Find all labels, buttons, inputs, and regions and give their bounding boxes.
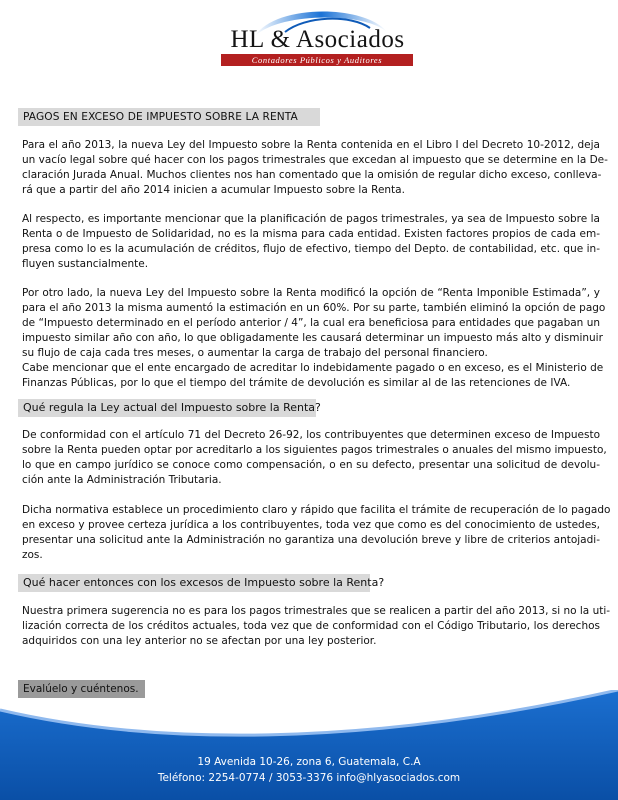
text-line: Finanzas Públicas, por lo que el tiempo del trámite de devolución es similar al de las retenciones de IVA. bbox=[22, 377, 571, 389]
text-line: Al respecto, es importante mencionar que la planificación de pagos trimestrales, ya sea de Impuesto sobre la bbox=[22, 213, 600, 225]
text-line: fluyen sustancialmente. bbox=[22, 258, 149, 270]
paragraph-4 bbox=[22, 428, 607, 488]
section-heading: Qué hacer entonces con los excesos de Impuesto sobre la Renta? bbox=[23, 576, 385, 589]
text-line: rá que a partir del año 2014 inicien a acumular Impuesto sobre la Renta. bbox=[22, 184, 405, 196]
text-line: presa como lo es la acumulación de créditos, flujo de efectivo, tiempo del Depto. de contabilidad, etc. que in- bbox=[22, 243, 600, 255]
paragraph-5 bbox=[22, 503, 611, 563]
text-line: Cabe mencionar que el ente encargado de acreditar lo indebidamente pagado o en exceso, es el Ministerio de bbox=[22, 362, 604, 374]
text-line: Dicha normativa establece un procedimiento claro y rápido que facilita el trámite de recuperación de lo pagado bbox=[22, 504, 611, 516]
paragraph-1 bbox=[22, 138, 608, 198]
footer-contact: Teléfono: 2254-0774 / 3053-3376 info@hlyasociados.com bbox=[157, 772, 461, 784]
company-logo bbox=[215, 2, 420, 64]
section-heading-band bbox=[18, 399, 321, 417]
call-to-action-band bbox=[18, 680, 145, 698]
text-line: lo que en campo jurídico se conoce como compensación, o en su defecto, presentar una solicitud de devolu- bbox=[22, 459, 600, 471]
paragraph-3 bbox=[22, 286, 606, 391]
text-line: Por otro lado, la nueva Ley del Impuesto sobre la Renta modificó la opción de “Renta Imponible Estimada”, y bbox=[22, 287, 600, 299]
main-heading: PAGOS EN EXCESO DE IMPUESTO SOBRE LA RENTA bbox=[23, 111, 298, 123]
text-line: claración Jurada Anual. Muchos clientes nos han comentado que la omisión de regular dicho exceso, conlleva- bbox=[22, 169, 602, 181]
text-line: adquiridos con una ley anterior no se afectan por una ley posterior. bbox=[22, 635, 377, 647]
text-line: en exceso y provee certeza jurídica a los contribuyentes, toda vez que como es del conocimiento de ustedes, bbox=[22, 519, 600, 531]
section-heading: Qué regula la Ley actual del Impuesto sobre la Renta? bbox=[23, 401, 321, 414]
text-line: Renta o de Impuesto de Solidaridad, no es la misma para cada entidad. Existen factores propios de cada em- bbox=[22, 228, 600, 240]
main-heading-band bbox=[18, 108, 320, 126]
text-line: de “Impuesto determinado en el período anterior / 4”, la cual era beneficiosa para entidades que pagaban un bbox=[22, 317, 600, 329]
call-to-action: Evalúelo y cuéntenos. bbox=[23, 683, 139, 695]
text-line: impuesto similar año con año, lo que obligadamente les causará determinar un impuesto más alto y disminuir bbox=[22, 332, 603, 344]
text-line: para el año 2013 la misma aumentó la estimación en un 60%. Por su parte, también eliminó la opción de pago bbox=[22, 302, 606, 314]
text-line: zos. bbox=[22, 549, 43, 561]
section-heading-band bbox=[18, 574, 385, 592]
text-line: De conformidad con el artículo 71 del Decreto 26-92, los contribuyentes que determinen exceso de Impuesto bbox=[22, 429, 600, 441]
text-line: presentar una solicitud ante la Administración no garantiza una devolución breve y libre de criterios antojadi- bbox=[22, 534, 600, 546]
text-line: su flujo de caja cada tres meses, o aumentar la carga de trabajo del personal financiero. bbox=[22, 347, 488, 359]
text-line: un vacío legal sobre qué hacer con los pagos trimestrales que excedan al impuesto que se determine en la De- bbox=[22, 154, 608, 166]
text-line: sobre la Renta pueden optar por acreditarlo a los siguientes pagos trimestrales o anuales del mismo impuesto, bbox=[22, 444, 607, 456]
paragraph-6 bbox=[22, 604, 611, 649]
text-line: lización correcta de los créditos actuales, toda vez que de conformidad con el Código Tributario, los derechos bbox=[22, 620, 600, 632]
paragraph-2 bbox=[22, 212, 600, 272]
text-line: Para el año 2013, la nueva Ley del Impuesto sobre la Renta contenida en el Libro I del Decreto 10-2012, deja bbox=[22, 139, 600, 151]
footer-address: 19 Avenida 10-26, zona 6, Guatemala, C.A bbox=[197, 756, 421, 768]
text-line: ción ante la Administración Tributaria. bbox=[22, 474, 222, 486]
text-line: Nuestra primera sugerencia no es para los pagos trimestrales que se realicen a partir del año 2013, si no la uti- bbox=[22, 605, 611, 617]
logo-tagline: Contadores Públicos y Auditores bbox=[221, 54, 413, 66]
logo-company-name: HL & Asociados bbox=[230, 26, 405, 53]
